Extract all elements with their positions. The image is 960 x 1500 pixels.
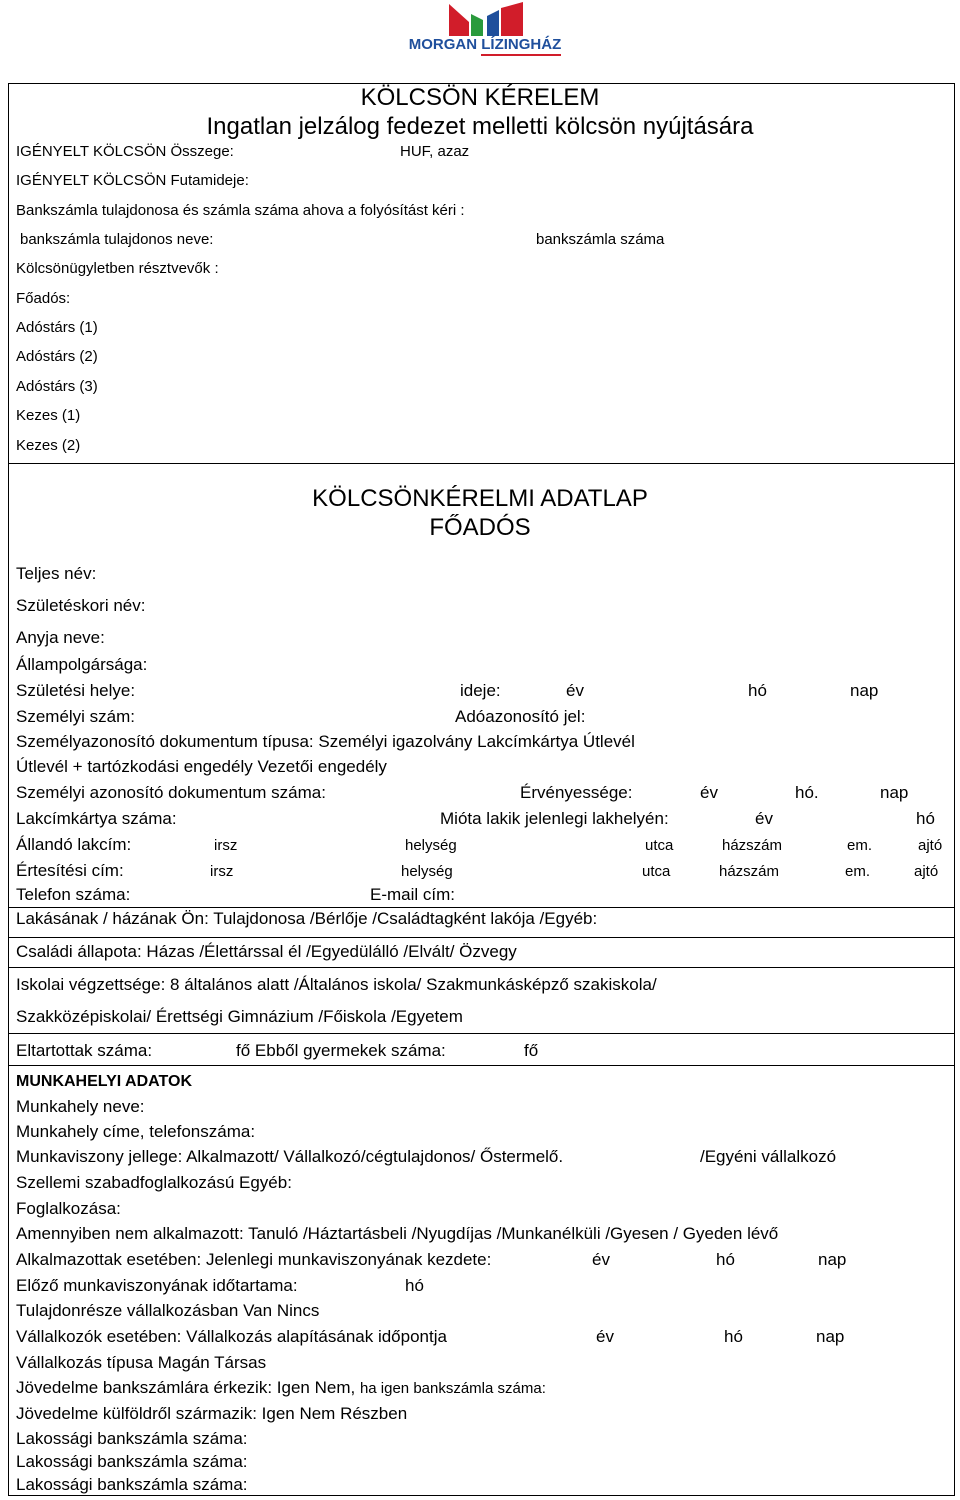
- living-since-label: Mióta lakik jelenlegi lakhelyén:: [440, 809, 669, 828]
- participant-item: Főadós:: [16, 290, 71, 307]
- logo-text: [377, 36, 593, 53]
- loan-amount-unit: HUF, azaz: [400, 143, 470, 160]
- row-divider: [8, 1065, 955, 1066]
- income-account-text: Jövedelme bankszámlára érkezik: Igen Nem,: [16, 1378, 356, 1397]
- year-label: év: [592, 1250, 610, 1269]
- not-employed-label: Amennyiben nem alkalmazott: Tanuló /Háztartásbeli /Nyugdíjas /Munkanélküli /Gyesen / Gyeden lévő: [16, 1224, 779, 1243]
- row-divider: [8, 1033, 955, 1034]
- month-label: hó.: [795, 783, 819, 802]
- row-divider: [8, 907, 955, 908]
- city-label: helység: [405, 837, 457, 854]
- day-label: nap: [880, 783, 909, 802]
- year-label: év: [700, 783, 718, 802]
- full-name-label: Teljes név:: [16, 564, 97, 583]
- address-card-label: Lakcímkártya száma:: [16, 809, 177, 828]
- logo-mark-icon: [431, 0, 541, 36]
- notify-address-label: Értesítési cím:: [16, 861, 124, 880]
- work-address-label: Munkahely címe, telefonszáma:: [16, 1122, 256, 1141]
- income-foreign-label: Jövedelme külföldről származik: Igen Nem Részben: [16, 1404, 408, 1423]
- section-divider: [8, 463, 955, 464]
- year-label: év: [755, 809, 773, 828]
- mother-name-label: Anyja neve:: [16, 628, 105, 647]
- zip-label: irsz: [210, 863, 234, 880]
- day-label: nap: [816, 1327, 845, 1346]
- day-label: nap: [818, 1250, 847, 1269]
- education-label: Iskolai végzettsége: 8 általános alatt /Általános iskola/ Szakmunkásképző szakiskola/: [16, 975, 657, 994]
- tax-id-label: Adóazonosító jel:: [455, 707, 586, 726]
- row-divider: [8, 937, 955, 938]
- permanent-address-label: Állandó lakcím:: [16, 835, 132, 854]
- participant-item: Adóstárs (2): [16, 348, 98, 365]
- datasheet-title: KÖLCSÖNKÉRELMI ADATLAP: [312, 485, 648, 512]
- loan-term-label: IGÉNYELT KÖLCSÖN Futamideje:: [16, 172, 249, 189]
- house-label: házszám: [722, 837, 783, 854]
- work-heading: MUNKAHELYI ADATOK: [16, 1073, 193, 1090]
- participants-label: Kölcsönügyletben résztvevők :: [16, 260, 219, 277]
- id-doc-type-cont: Útlevél + tartózkodási engedély Vezetői engedély: [16, 757, 387, 776]
- birth-name-label: Születéskori név:: [16, 596, 146, 615]
- employment-start-label: Alkalmazottak esetében: Jelenlegi munkaviszonyának kezdete:: [16, 1250, 492, 1269]
- floor-label: em.: [847, 837, 873, 854]
- retail-account-label: Lakossági bankszámla száma:: [16, 1475, 248, 1494]
- phone-label: Telefon száma:: [16, 885, 131, 904]
- occupation-label: Foglalkozása:: [16, 1199, 121, 1218]
- page-subtitle: Ingatlan jelzálog fedezet melletti kölcsön nyújtására: [206, 113, 754, 140]
- month-label: hó: [724, 1327, 743, 1346]
- row-divider: [8, 967, 955, 968]
- id-doc-type-label: Személyazonosító dokumentum típusa: Személyi igazolvány Lakcímkártya Útlevél: [16, 732, 635, 751]
- employment-type-cont: Szellemi szabadfoglalkozású Egyéb:: [16, 1173, 292, 1192]
- door-label: ajtó: [918, 837, 943, 854]
- participant-item: Kezes (2): [16, 437, 81, 454]
- personal-number-label: Személyi szám:: [16, 707, 136, 726]
- retail-account-label: Lakossági bankszámla száma:: [16, 1429, 248, 1448]
- participant-item: Adóstárs (3): [16, 378, 98, 395]
- entrepreneur-start-label: Vállalkozók esetében: Vállalkozás alapításának időpontja: [16, 1327, 447, 1346]
- dependents-label: Eltartottak száma:: [16, 1041, 153, 1060]
- birth-time-label: ideje:: [460, 681, 501, 700]
- validity-label: Érvényessége:: [520, 783, 633, 802]
- city-label: helység: [401, 863, 453, 880]
- loan-amount-label: IGÉNYELT KÖLCSÖN Összege:: [16, 143, 234, 160]
- floor-label: em.: [845, 863, 871, 880]
- year-label: év: [596, 1327, 614, 1346]
- account-owner-label: bankszámla tulajdonos neve:: [20, 231, 214, 248]
- person-unit-label: fő: [524, 1041, 539, 1060]
- marital-label: Családi állapota: Házas /Élettárssal él /Egyedülálló /Elvált/ Özvegy: [16, 942, 517, 961]
- month-label: hó: [748, 681, 767, 700]
- email-label: E-mail cím:: [370, 885, 455, 904]
- page-title: KÖLCSÖN KÉRELEM: [360, 84, 600, 111]
- income-account-label: [16, 1379, 546, 1396]
- retail-account-label: Lakossági bankszámla száma:: [16, 1452, 248, 1471]
- house-label: házszám: [719, 863, 780, 880]
- housing-label: Lakásának / házának Ön: Tulajdonosa /Bérlője /Családtagként lakója /Egyéb:: [16, 909, 598, 928]
- logo-brand-left: MORGAN: [408, 36, 478, 53]
- citizenship-label: Állampolgársága:: [16, 655, 148, 674]
- dependents-children-label: fő Ebből gyermekek száma:: [236, 1041, 446, 1060]
- year-label: év: [566, 681, 584, 700]
- door-label: ajtó: [914, 863, 939, 880]
- month-label: hó: [716, 1250, 735, 1269]
- street-label: utca: [645, 837, 674, 854]
- ownership-label: Tulajdonrésze vállalkozásban Van Nincs: [16, 1301, 320, 1320]
- education-cont: Szakközépiskolai/ Érettségi Gimnázium /Főiskola /Egyetem: [16, 1007, 463, 1026]
- participant-item: Kezes (1): [16, 407, 81, 424]
- work-name-label: Munkahely neve:: [16, 1097, 145, 1116]
- datasheet-subtitle: FŐADÓS: [429, 514, 531, 541]
- month-label: hó: [916, 809, 935, 828]
- business-type-label: Vállalkozás típusa Magán Társas: [16, 1353, 267, 1372]
- zip-label: irsz: [214, 837, 238, 854]
- account-number-label: bankszámla száma: [536, 231, 665, 248]
- street-label: utca: [642, 863, 671, 880]
- employment-type-label: Munkaviszony jellege: Alkalmazott/ Vállalkozó/cégtulajdonos/ Őstermelő.: [16, 1147, 564, 1166]
- id-doc-number-label: Személyi azonosító dokumentum száma:: [16, 783, 326, 802]
- month-label: hó: [405, 1276, 424, 1295]
- company-logo: [377, 0, 593, 56]
- account-intro: Bankszámla tulajdonosa és számla száma ahova a folyósítást kéri :: [16, 202, 465, 219]
- birth-place-label: Születési helye:: [16, 681, 136, 700]
- prev-employment-label: Előző munkaviszonyának időtartama:: [16, 1276, 298, 1295]
- logo-brand-right: LÍZINGHÁZ: [481, 36, 561, 56]
- employment-type-extra: /Egyéni vállalkozó: [700, 1147, 837, 1166]
- income-account-small: ha igen bankszámla száma:: [359, 1380, 546, 1397]
- day-label: nap: [850, 681, 879, 700]
- participant-item: Adóstárs (1): [16, 319, 98, 336]
